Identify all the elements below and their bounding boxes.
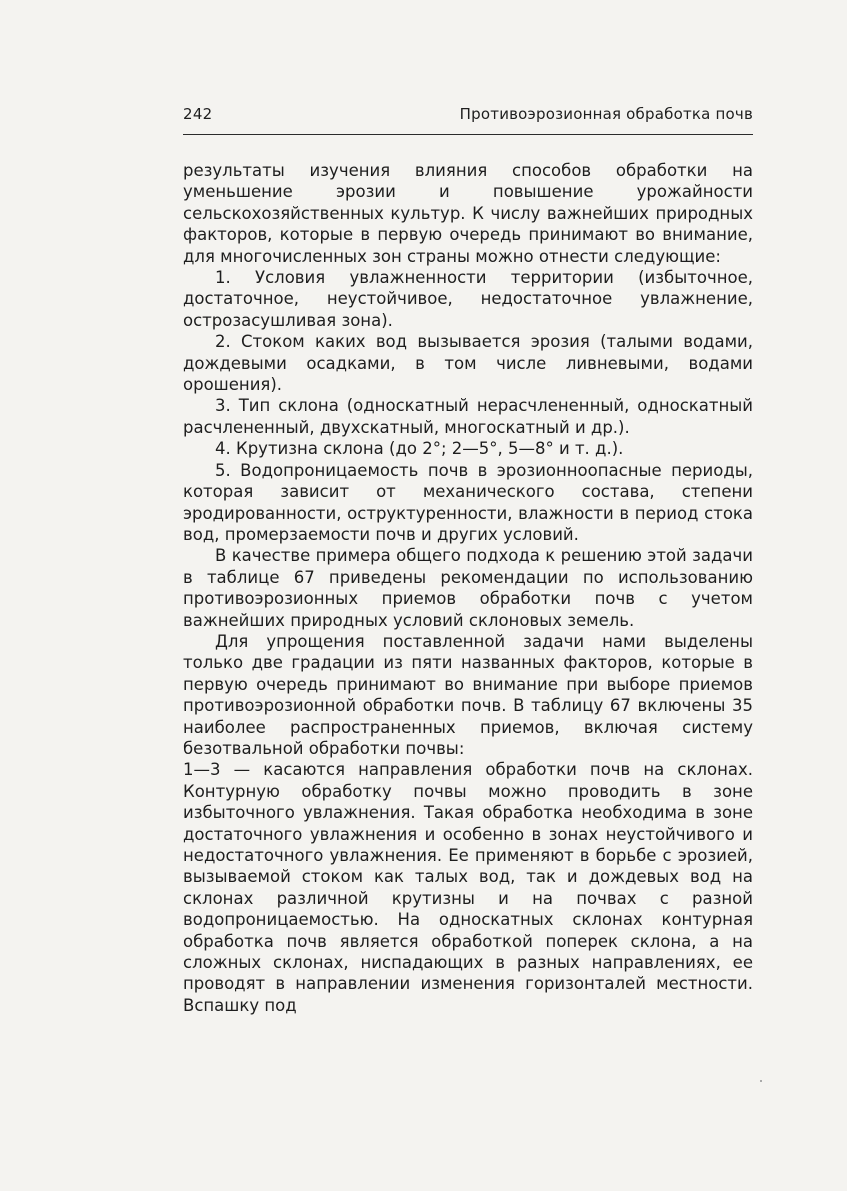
scan-speck xyxy=(760,1080,762,1082)
paragraph-example: В качестве примера общего подхода к решению этой задачи в таблице 67 приведены рекомендации по использованию противоэрозионных приемов обработки почв с учетом важнейших природных условий склоновых земель. xyxy=(183,546,753,630)
list-item-4: 4. Крутизна склона (до 2°; 2—5°, 5—8° и т. д.). xyxy=(215,439,624,459)
list-item-5: 5. Водопроницаемость почв в эрозионноопасные периоды, которая зависит от механического состава, степени эродированности, оструктуренности, влажности в период стока вод, промерзаемости почв и других условий. xyxy=(183,460,753,544)
header-rule xyxy=(183,134,753,135)
list-item-3: 3. Тип склона (односкатный нерасчлененный, односкатный расчлененный, двухскатный, многоскатный и др.). xyxy=(183,396,753,437)
paragraph-contour: 1—3 — касаются направления обработки почв на склонах. Контурную обработку почвы можно проводить в зоне избыточного увлажнения. Такая обработка необходима в зоне достаточного увлажнения и особенно в зонах неустойчивого и недостаточного увлажнения. Ее применяют в борьбе с эрозией, вызываемой стоком как талых вод, так и дождевых вод на склонах различной крутизны и на почвах с разной водопроницаемостью. На односкатных склонах контурная обработка почв является обработкой поперек склона, а на сложных склонах, ниспадающих в разных направлениях, ее проводят в направлении изменения горизонталей местности. Вспашку под xyxy=(183,760,753,1015)
page-header xyxy=(183,104,753,128)
list-item-1: 1. Условия увлажненности территории (избыточное, достаточное, неустойчивое, недостаточное увлажнение, острозасушливая зона). xyxy=(183,268,753,330)
body-text xyxy=(183,160,753,1016)
running-title: Противоэрозионная обработка почв xyxy=(459,105,753,123)
list-item-2: 2. Стоком каких вод вызывается эрозия (талыми водами, дождевыми осадками, в том числе ливневыми, водами орошения). xyxy=(183,332,753,395)
paragraph-intro: результаты изучения влияния способов обработки на уменьшение эрозии и повышение урожайности сельскохозяйственных культур. К числу важнейших природных факторов, которые в первую очередь принимают во внимание, для многочисленных зон страны можно отнести следующие: xyxy=(183,161,753,266)
page-number: 242 xyxy=(183,105,213,123)
paragraph-simplification: Для упрощения поставленной задачи нами выделены только две градации из пяти названных факторов, которые в первую очередь принимают во внимание при выборе приемов противоэрозионной обработки почв. В таблицу 67 включены 35 наиболее распространенных приемов, включая систему безотвальной обработки почвы: xyxy=(183,631,753,758)
